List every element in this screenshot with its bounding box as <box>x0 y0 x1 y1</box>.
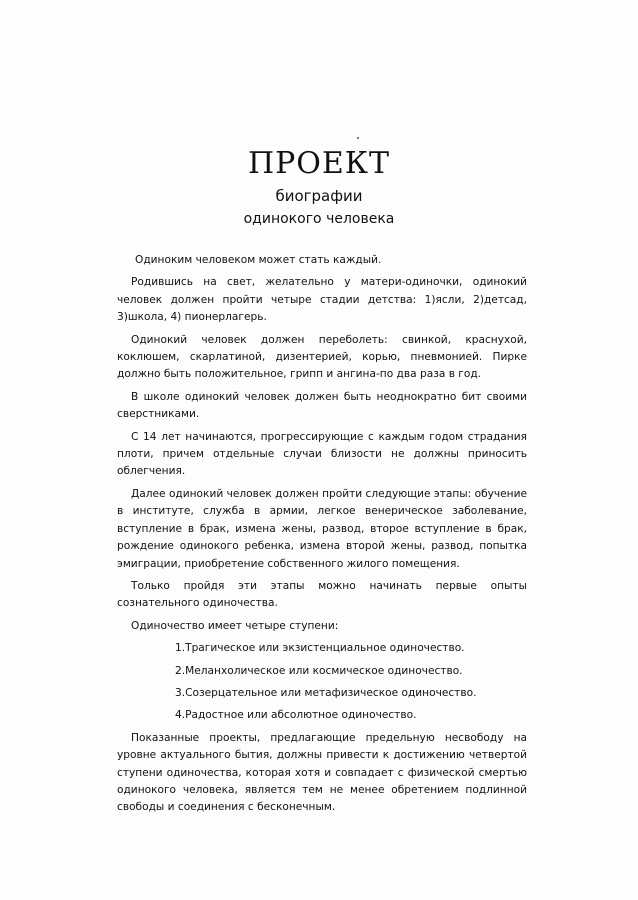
list-item: 2.Меланхолическое или космическое одиночество. <box>175 664 463 677</box>
list-item: 4.Радостное или абсолютное одиночество. <box>175 709 417 722</box>
paragraph-childhood: Родившись на свет, желательно у матери-одиночки, одинокий человек должен пройти четыре стадии детства: 1)ясли, 2)детсад, 3)школа, 4) пионерлагерь. <box>117 276 527 324</box>
subtitle-biography: биографии <box>275 187 363 205</box>
paragraph-closing: Показанные проекты, предлагающие предельную несвободу на уровне актуального бытия, должны привести к достижению четвертой ступени одиночества, которая хотя и совпадает с физической смертью одинокого человека, является тем не менее обретением подлинной свободы и соединения с бесконечным. <box>117 731 527 814</box>
paragraph-conscious-loneliness: Только пройдя эти этапы можно начинать первые опыты сознательного одиночества. <box>117 579 527 610</box>
body-text <box>117 252 527 822</box>
subtitle-lonely-person: одинокого человека <box>243 211 395 227</box>
paragraph-stages-of-life: Далее одинокий человек должен пройти следующие этапы: обучение в институте, служба в армии, легкое венерическое заболевание, вступление в брак, измена жены, развод, второе вступление в брак, рождение одинокого ребенка, измена второй жены, развод, попытка эмиграции, приобретение собственного жилого помещения. <box>117 487 527 570</box>
paragraph-intro: Одиноким человеком может стать каждый. <box>135 254 382 266</box>
paragraph-illnesses: Одинокий человек должен переболеть: свинкой, краснухой, коклюшем, скарлатиной, дизентерией, корью, пневмонией. Пирке должно быть положительное, грипп и ангина-по два раза в год. <box>117 333 527 381</box>
paragraph-school: В школе одинокий человек должен быть неоднократно бит своими сверстниками. <box>117 390 527 421</box>
page-title: ПРОЕКТ <box>247 146 391 181</box>
print-speck <box>357 137 359 139</box>
stages-list <box>117 640 527 725</box>
list-item: 3.Созерцательное или метафизическое одиночество. <box>175 686 477 699</box>
paragraph-four-steps: Одиночество имеет четыре ступени: <box>131 619 339 632</box>
list-item: 1.Трагическое или экзистенциальное одиночество. <box>175 642 465 655</box>
paragraph-flesh: С 14 лет начинаются, прогрессирующие с каждым годом страдания плоти, причем отдельные случаи близости не должны приносить облегчения. <box>117 430 527 478</box>
